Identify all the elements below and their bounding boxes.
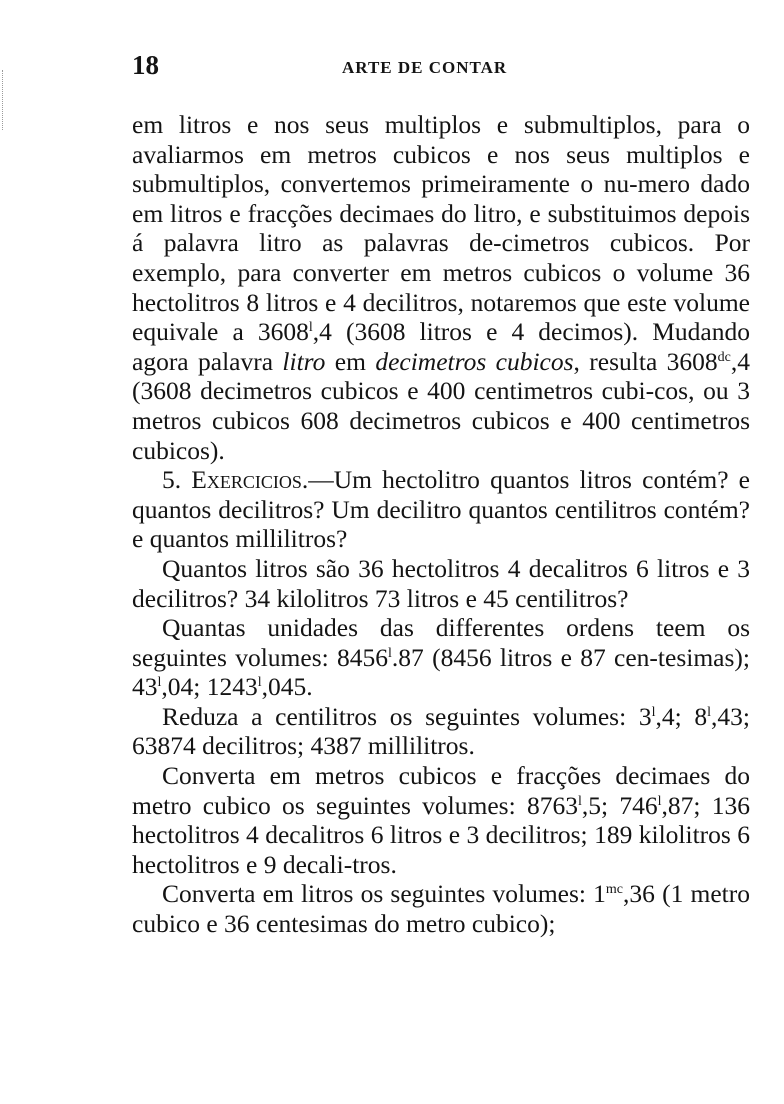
text-run: ,04; 1243 [161,672,258,702]
text-run: ,4 (3608 decimetros cubicos e 400 centimetros cubi-cos, ou 3 metros cubicos 608 decimetros cubicos e 400 centimetros cubicos). [132,346,750,465]
text-run: .87 (8456 litros e 87 cen-tesimas); 43 [132,642,750,702]
body-text [132,110,750,939]
italic-term: litro [282,346,326,376]
italic-term: decimetros cubicos [375,346,574,376]
superscript-unit: mc [605,882,624,898]
superscript-unit: l [388,645,392,661]
text-run: Quantas unidades das differentes ordens teem os seguintes volumes: 8456 [132,613,750,672]
superscript-unit: l [308,320,313,336]
text-run: ,87; 136 hectolitros 4 decalitros 6 litros e 3 decilitros; 189 kilolitros 6 hectolitros e 9 decali-tros. [132,790,750,879]
text-run: ,36 (1 metro cubico e 36 centesimas do metro cubico); [132,879,750,939]
running-title: ARTE DE CONTAR [342,58,508,77]
text-run: ,5; 746 [581,790,658,820]
text-run: , resulta 3608 [573,346,718,376]
superscript-unit: l [651,704,656,720]
text-run: ,045. [261,672,313,702]
paragraph-question [132,761,750,879]
paragraph-question: Quantos litros são 36 hectolitros 4 decalitros 6 litros e 3 decilitros? 34 kilolitros 73 litros e 45 centilitros? [132,553,750,613]
paragraph-conversion-explanation [132,110,750,465]
page-number: 18 [132,50,159,80]
paragraph-question [132,702,750,761]
exercise-number: 5. [162,465,182,495]
margin-dots [2,70,5,130]
text-run: Um hectolitro quantos litros contém? e quantos decilitros? Um decilitro quantos centilitros contém? e quantos millilitros? [132,465,751,554]
em-dash: — [308,465,334,495]
exercise-heading: Exercicios. [191,465,309,495]
paragraph-question [132,613,750,702]
superscript-unit: l [657,793,662,809]
text-run: ,4 (3608 litros e 4 decimos). Mudando agora palavra [132,317,750,376]
page-header [132,50,750,84]
superscript-unit: l [157,675,162,691]
text-run: em [325,346,376,376]
text-run: Converta em metros cubicos e fracções decimaes do metro cubico os seguintes volumes: 8763 [132,761,750,820]
text-run: Converta em litros os seguintes volumes: 1 [162,879,606,909]
superscript-unit: dc [717,349,731,365]
text-run: em litros e nos seus multiplos e submultiplos, para o avaliarmos em metros cubicos e nos seus multiplos e submultiplos, convertemos primeiramente o nu-mero dado em litros e fracções decimaes do litro, e substituimos depois á palavra litro as palavras de-cimetros cubicos. Por exemplo, para converter em metros cubicos o volume 36 hectolitros 8 litros e 4 decilitros, notaremos que este volume equivale a 3608 [132,110,750,347]
paragraph-question [132,879,750,938]
superscript-unit: l [257,675,262,691]
superscript-unit: l [577,793,582,809]
superscript-unit: l [707,704,712,720]
text-run: ,43; 63874 decilitros; 4387 millilitros. [132,701,750,761]
text-run: Reduza a centilitros os seguintes volumes: 3 [162,701,652,731]
paragraph-exercise-heading [132,465,750,554]
text-run: ,4; 8 [655,701,708,731]
